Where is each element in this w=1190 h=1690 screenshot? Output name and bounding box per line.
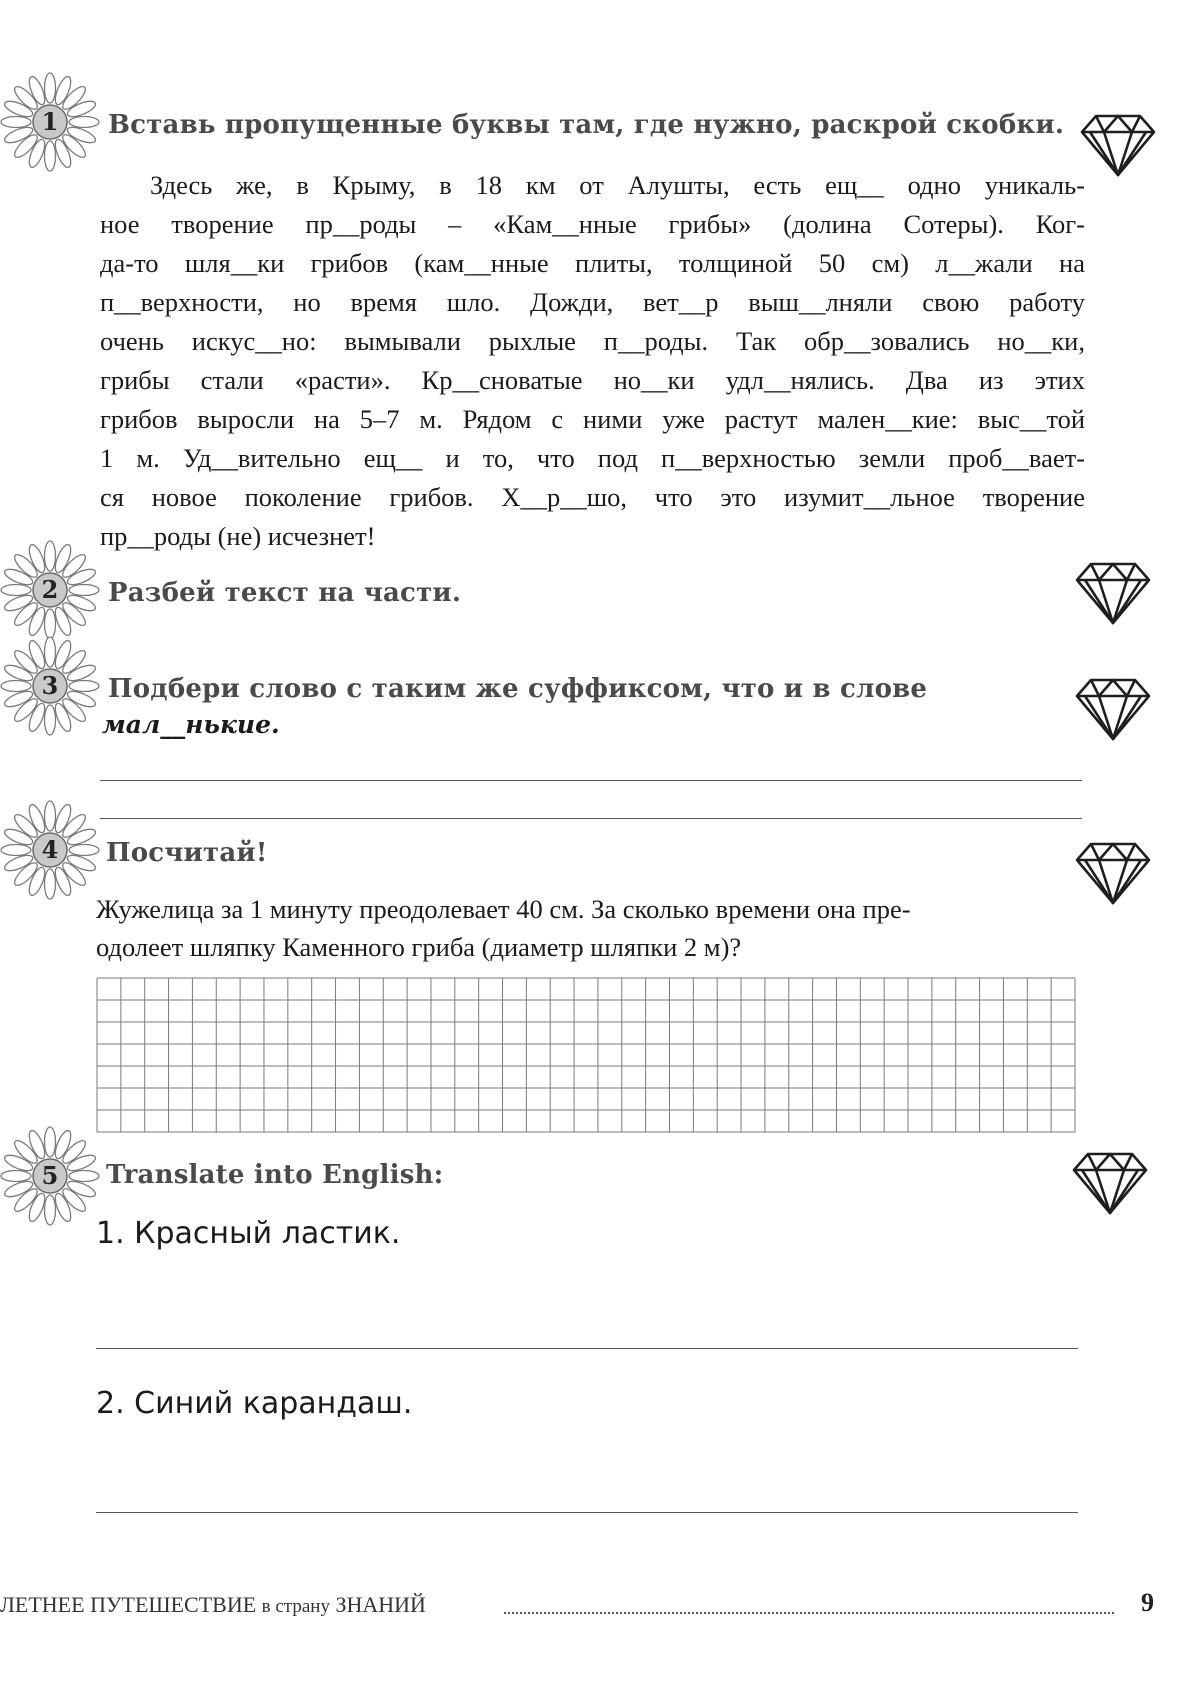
task-5-flower-icon: [0, 1126, 100, 1226]
task-2-title: Разбей текст на части.: [108, 578, 462, 608]
text-line: п__верхности, но время шло. Дожди, вет__р выш__лняли свою работу: [100, 287, 1085, 317]
text-line: Жужелица за 1 минуту преодолевает 40 см. За сколько времени она пре-: [96, 894, 911, 924]
text-line: Здесь же, в Крыму, в 18 км от Алушты, есть ещ__ одно уникаль-: [150, 170, 1085, 200]
footer-title-part1: ЛЕТНЕЕ ПУТЕШЕСТВИЕ: [0, 1592, 257, 1617]
task-3-word: мал__нькие.: [102, 710, 280, 739]
translate-item-1: 1. Красный ластик.: [96, 1216, 401, 1251]
task-2-flower-icon: [0, 540, 100, 640]
task-5-number: 5: [41, 1161, 59, 1190]
diamond-icon: [1075, 560, 1151, 626]
task-4-title: Посчитай!: [106, 838, 268, 868]
diamond-icon: [1075, 840, 1151, 906]
task-4-number: 4: [41, 835, 59, 864]
text-line: 1 м. Уд__вительно ещ__ и то, что под п__верхностью земли проб__вает-: [100, 443, 1085, 473]
answer-line[interactable]: [96, 1348, 1078, 1349]
text-line: ное творение пр__роды – «Кам__нные грибы» (долина Сотеры). Ког-: [100, 209, 1085, 239]
task-3-number: 3: [41, 671, 59, 700]
task-3-title: Подбери слово с таким же суффиксом, что и в слове: [108, 674, 928, 704]
page-number: 9: [1141, 1588, 1154, 1617]
task-1-flower-icon: [0, 72, 100, 172]
task-4-problem: [96, 890, 1081, 966]
task-5-title: Translate into English:: [106, 1160, 444, 1190]
diamond-icon: [1072, 1150, 1148, 1216]
answer-line[interactable]: [100, 818, 1082, 819]
diamond-icon: [1080, 112, 1156, 178]
text-line: пр__роды (не) исчезнет!: [100, 521, 376, 551]
task-4-flower-icon: [0, 800, 100, 900]
text-line: одолеет шляпку Каменного гриба (диаметр шляпки 2 м)?: [96, 932, 742, 962]
translate-item-2: 2. Синий карандаш.: [96, 1386, 413, 1421]
answer-line[interactable]: [100, 780, 1082, 781]
task-1-paragraph: [150, 166, 1085, 205]
footer-title-part2: в страну: [261, 1596, 330, 1617]
text-line: да-то шля__ки грибов (кам__нные плиты, толщиной 50 см) л__жали на: [100, 248, 1085, 278]
text-line: очень искус__но: вымывали рыхлые п__роды. Так обр__зовались но__ки,: [100, 326, 1085, 356]
task-2-number: 2: [41, 575, 59, 604]
footer-title-part3: ЗНАНИЙ: [335, 1592, 426, 1617]
task-1-number: 1: [41, 107, 59, 136]
task-1-paragraph-cont: [100, 205, 1085, 556]
footer-title: [0, 1592, 426, 1618]
text-line: ся новое поколение грибов. Х__р__шо, что это изумит__льное творение: [100, 482, 1085, 512]
math-grid[interactable]: [96, 977, 1076, 1133]
text-line: грибов выросли на 5–7 м. Рядом с ними уже растут мален__кие: выс__той: [100, 404, 1085, 434]
text-line: грибы стали «расти». Кр__сноватые но__ки удл__нялись. Два из этих: [100, 365, 1085, 395]
task-1-title: Вставь пропущенные буквы там, где нужно, раскрой скобки.: [108, 110, 1065, 140]
answer-line[interactable]: [96, 1512, 1078, 1513]
footer-leader-dots: [504, 1612, 1114, 1614]
diamond-icon: [1075, 676, 1151, 742]
task-3-flower-icon: [0, 636, 100, 736]
